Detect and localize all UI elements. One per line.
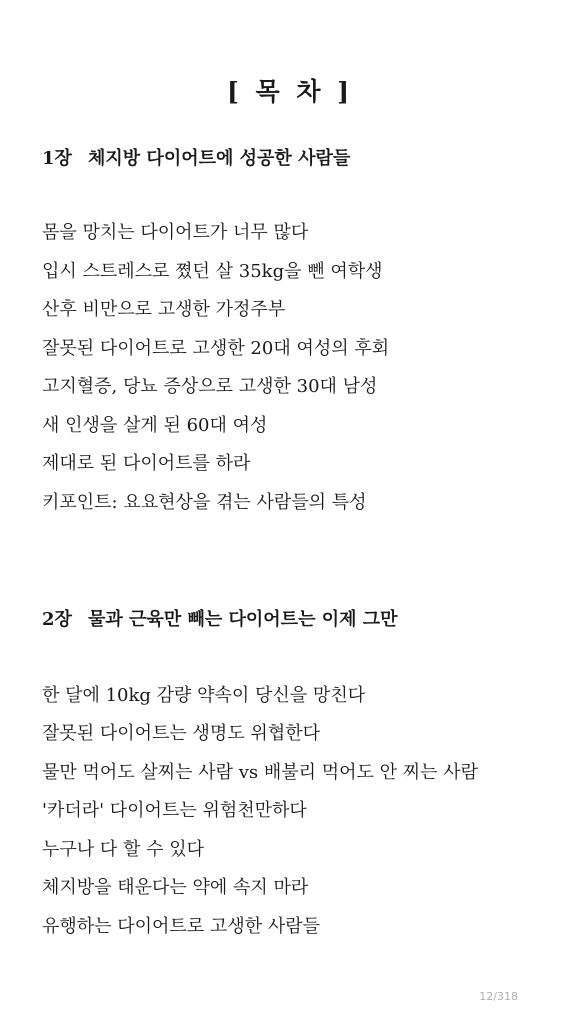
chapter-2-number: 2장 (42, 609, 72, 630)
toc-entry: 체지방을 태운다는 약에 속지 마라 (42, 877, 309, 898)
chapter-1-title: 체지방 다이어트에 성공한 사람들 (88, 148, 351, 169)
toc-entry: 산후 비만으로 고생한 가정주부 (42, 299, 286, 320)
page-number: 12/318 (479, 990, 518, 1003)
toc-entry: 제대로 된 다이어트를 하라 (42, 453, 251, 474)
toc-entry: 몸을 망치는 다이어트가 너무 많다 (42, 222, 309, 243)
toc-entry: 누구나 다 할 수 있다 (42, 839, 204, 860)
chapter-1-heading (42, 146, 350, 172)
toc-entry: 유행하는 다이어트로 고생한 사람들 (42, 916, 320, 937)
toc-entry: 고지혈증, 당뇨 증상으로 고생한 30대 남성 (42, 376, 378, 397)
chapter-1-number: 1장 (42, 148, 72, 169)
toc-entry: '카더라' 다이어트는 위험천만하다 (42, 800, 307, 821)
toc-entry: 물만 먹어도 살찌는 사람 vs 배불리 먹어도 안 찌는 사람 (42, 762, 479, 783)
toc-title: [ 목 차 ] (226, 77, 354, 106)
toc-entry: 키포인트: 요요현상을 겪는 사람들의 특성 (42, 492, 367, 513)
chapter-2-title: 물과 근육만 빼는 다이어트는 이제 그만 (88, 609, 398, 630)
toc-entry: 한 달에 10kg 감량 약속이 당신을 망친다 (42, 685, 366, 706)
toc-entry: 잘못된 다이어트는 생명도 위협한다 (42, 723, 320, 744)
chapter-2-heading (42, 607, 398, 633)
toc-entry: 입시 스트레스로 쪘던 살 35kg을 뺀 여학생 (42, 261, 383, 282)
toc-entry: 잘못된 다이어트로 고생한 20대 여성의 후회 (42, 338, 390, 359)
toc-entry: 새 인생을 살게 된 60대 여성 (42, 415, 268, 436)
